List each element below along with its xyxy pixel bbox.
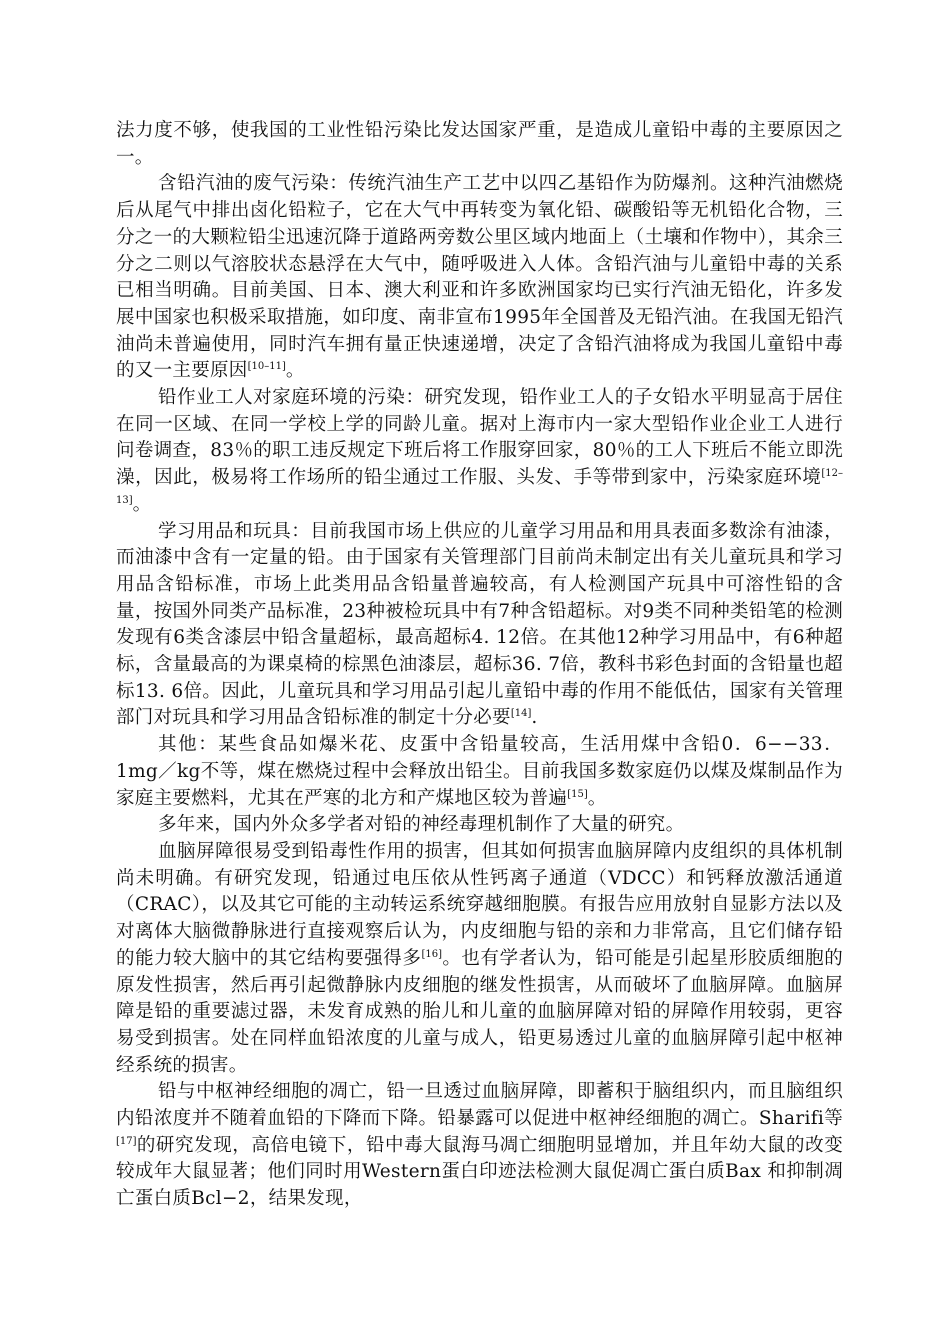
paragraph-leaded-gasoline <box>116 171 843 385</box>
paragraph-text: 含铅汽油的废气污染：传统汽油生产工艺中以四乙基铅作为防爆剂。这种汽油燃烧后从尾气中排出卤化铅粒子，它在大气中再转变为氧化铅、碳酸铅等无机铅化合物，三分之一的大颗粒铅尘迅速沉降于道路两旁数公里区域内地面上（土壤和作物中），其余三分之二则以气溶胶状态悬浮在大气中，随呼吸进入人体。含铅汽油与儿童铅中毒的关系已相当明确。目前美国、日本、澳大利亚和许多欧洲国家均已实行汽油无铅化，许多发展中国家也积极采取措施，如印度、南非宣布1995年全国普及无铅汽油。在我国无铅汽油尚未普遍使用，同时汽车拥有量正快速递增，决定了含铅汽油将成为我国儿童铅中毒的又一主要原因 <box>116 173 843 382</box>
paragraph-end: 。也有学者认为，铅可能是引起星形胶质细胞的原发性损害，然后再引起微静脉内皮细胞的继发性损害，从而破坏了血脑屏障。血脑屏障是铅的重要滤过器，未发育成熟的胎儿和儿童的血脑屏障对铅的屏障作用较弱，更容易受到损害。处在同样血铅浓度的儿童与成人，铅更易透过儿童的血脑屏障引起中枢神经系统的损害。 <box>116 947 843 1076</box>
paragraph-end: . <box>531 707 538 729</box>
paragraph-end: 。 <box>587 787 607 809</box>
citation-ref: [12–13] <box>116 468 843 506</box>
citation-ref: [16] <box>421 948 443 960</box>
paragraph-text: 铅与中枢神经细胞的凋亡，铅一旦透过血脑屏障，即蓄积于脑组织内，而且脑组织内铅浓度并不随着血铅的下降而下降。铅暴露可以促进中枢神经细胞的凋亡。Sharifi等 <box>116 1081 843 1130</box>
citation-ref: [14] <box>510 708 532 720</box>
paragraph-text: 学习用品和玩具：目前我国市场上供应的儿童学习用品和用具表面多数涂有油漆，而油漆中含有一定量的铅。由于国家有关管理部门目前尚未制定出有关儿童玩具和学习用品含铅标准，市场上此类用品含铅量普遍较高，有人检测国产玩具中可溶性铅的含量，按国外同类产品标准，23种被检玩具中有7种含铅超标。对9类不同种类铅笔的检测发现有6类含漆层中铅含量超标，最高超标4. 12倍。在其他12种学习用品中，有6种超标，含量最高的为课桌椅的棕黑色油漆层，超标36. 7倍，教科书彩色封面的含铅量也超标13. 6倍。因此，儿童玩具和学习用品引起儿童铅中毒的作用不能低估，国家有关管理部门对玩具和学习用品含铅标准的制定十分必要 <box>116 520 843 729</box>
paragraph-school-supplies-toys <box>116 519 843 733</box>
paragraph-text: 法力度不够，使我国的工业性铅污染比发达国家严重，是造成儿童铅中毒的主要原因之一。 <box>116 120 843 168</box>
paragraph-end: 。 <box>285 360 305 382</box>
document-body <box>116 118 843 1213</box>
paragraph-end: 的研究发现，高倍电镜下，铅中毒大鼠海马凋亡细胞明显增加，并且年幼大鼠的改变较成年大鼠显著；他们同时用Western蛋白印迹法检测大鼠促凋亡蛋白质Bax 和抑制凋亡蛋白质Bcl−2，结果发现， <box>116 1134 843 1210</box>
paragraph-other-sources <box>116 732 843 812</box>
paragraph-text: 多年来，国内外众多学者对铅的神经毒理机制作了大量的研究。 <box>158 814 685 836</box>
citation-ref: [17] <box>116 1135 137 1147</box>
paragraph-text: 血脑屏障很易受到铅毒性作用的损害，但其如何损害血脑屏障内皮组织的具体机制尚未明确。有研究发现，铅通过电压依从性钙离子通道（VDCC）和钙释放激活通道（CRAC），以及其它可能的主动转运系统穿越细胞膜。有报告应用放射自显影方法以及对离体大脑微静脉进行直接观察后认为，内皮细胞与铅的亲和力非常高，且它们储存铅的能力较大脑中的其它结构要强得多 <box>116 840 843 969</box>
paragraph-lead-workers <box>116 385 843 519</box>
paragraph-neuron-apoptosis <box>116 1079 843 1213</box>
paragraph-research-intro <box>116 812 843 839</box>
paragraph-end: 。 <box>132 493 152 515</box>
citation-ref: [15] <box>567 788 588 800</box>
paragraph-continuation <box>116 118 843 171</box>
citation-ref: [10–11] <box>247 361 286 373</box>
paragraph-text: 铅作业工人对家庭环境的污染：研究发现，铅作业工人的子女铅水平明显高于居住在同一区域、在同一学校上学的同龄儿童。据对上海市内一家大型铅作业企业工人进行问卷调查，83％的职工违反规定下班后将工作服穿回家，80％的工人下班后不能立即洗澡，因此，极易将工作场所的铅尘通过工作服、头发、手等带到家中，污染家庭环境 <box>116 387 843 489</box>
paragraph-blood-brain-barrier <box>116 839 843 1079</box>
paragraph-text: 其他：某些食品如爆米花、皮蛋中含铅量较高，生活用煤中含铅0．6−−33．1mg／kg不等，煤在燃烧过程中会释放出铅尘。目前我国多数家庭仍以煤及煤制品作为家庭主要燃料，尤其在严寒的北方和产煤地区较为普遍 <box>116 734 843 809</box>
